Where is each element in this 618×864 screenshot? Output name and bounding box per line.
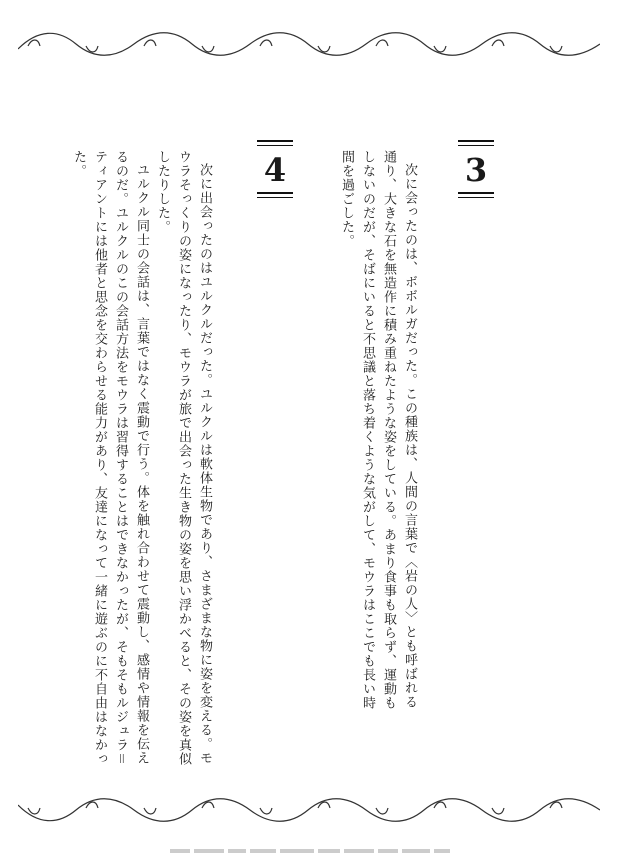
heading-rule-bottom: [257, 192, 293, 198]
paragraph: 次に会ったのは、ボボルガだった。この種族は、人間の言葉で〈岩の人〉とも呼ばれる通り、大きな石を無造作に積み重ねたような姿をしている。あまり食事も取らず、運動もしないのだが、そばにいると不思議と落ち着くような気がして、モウラはここでも長い時間を過ごした。: [339, 150, 417, 710]
ornamental-border-bottom: [18, 790, 600, 830]
heading-rule-bottom: [458, 192, 494, 198]
footer-decoration: [170, 848, 450, 854]
section-3-body: [325, 150, 420, 710]
ornamental-border-top: [18, 24, 600, 64]
section-4-body: [40, 150, 215, 770]
chapter-heading-3: [458, 140, 494, 198]
chapter-heading-4: [257, 140, 293, 198]
chapter-number: 4: [263, 151, 287, 189]
paragraph: ユルクル同士の会話は、言葉ではなく震動で行う。体を触れ合わせて震動し、感情や情報を伝えるのだ。ユルクルのこの会話方法をモウラは習得することはできなかったが、そもそもルジュラ＝ティアントには他者と思念を交わらせる能力があり、友達になって一緒に遊ぶのに不自由はなかった。: [71, 150, 149, 766]
paragraph: 次に出会ったのはユルクルだった。ユルクルは軟体生物であり、さまざまな物に姿を変える。モウラそっくりの姿になったり、モウラが旅で出会った生き物の姿を思い浮かべると、その姿を真似したりした。: [155, 150, 212, 766]
chapter-number: 3: [464, 151, 488, 189]
